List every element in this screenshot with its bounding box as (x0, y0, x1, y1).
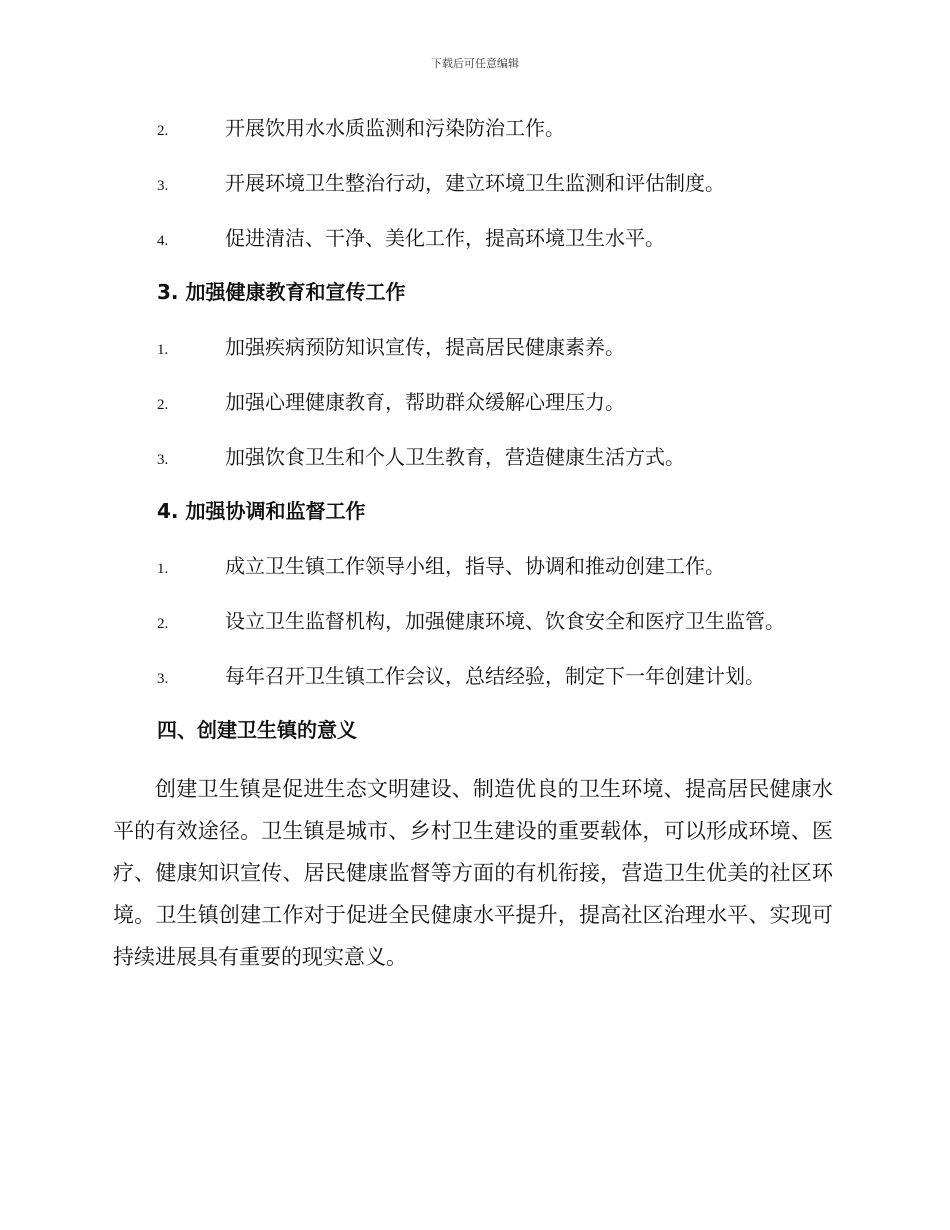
list-item (157, 388, 857, 419)
list-text: 开展环境卫生整治行动，建立环境卫生监测和评估制度。 (225, 171, 725, 195)
list-number: 3. (157, 671, 169, 687)
list-text: 加强心理健康教育，帮助群众缓解心理压力。 (225, 390, 625, 414)
list-number: 2. (157, 123, 169, 139)
list-number: 1. (157, 561, 169, 577)
section-heading: 3. 加强健康教育和宣传工作 (157, 280, 406, 304)
list-item (157, 114, 857, 145)
chapter-heading: 四、创建卫生镇的意义 (157, 718, 357, 742)
list-item (157, 552, 857, 583)
list-number: 3. (157, 452, 169, 468)
list-number: 1. (157, 342, 169, 358)
list-item (157, 169, 857, 200)
list-item (157, 607, 857, 638)
list-item (157, 224, 857, 255)
list-text: 每年召开卫生镇工作会议，总结经验，制定下一年创建计划。 (225, 664, 765, 688)
list-text: 加强疾病预防知识宣传，提高居民健康素养。 (225, 335, 625, 359)
list-item (157, 333, 857, 364)
list-text: 加强饮食卫生和个人卫生教育，营造健康生活方式。 (225, 445, 685, 469)
section-heading: 4. 加强协调和监督工作 (157, 499, 366, 523)
list-text: 设立卫生监督机构，加强健康环境、饮食安全和医疗卫生监管。 (225, 609, 785, 633)
list-number: 3. (157, 178, 169, 194)
list-number: 4. (157, 233, 169, 249)
list-text: 开展饮用水水质监测和污染防治工作。 (225, 116, 565, 140)
list-item (157, 443, 857, 474)
list-number: 2. (157, 397, 169, 413)
list-text: 促进清洁、干净、美化工作，提高环境卫生水平。 (225, 226, 665, 250)
list-item (157, 662, 857, 693)
page-header: 下载后可任意编辑 (431, 57, 519, 70)
list-number: 2. (157, 616, 169, 632)
list-text: 成立卫生镇工作领导小组，指导、协调和推动创建工作。 (225, 554, 725, 578)
body-paragraph: 创建卫生镇是促进生态文明建设、制造优良的卫生环境、提高居民健康水平的有效途径。卫生镇是城市、乡村卫生建设的重要载体，可以形成环境、医疗、健康知识宣传、居民健康监督等方面的有机衔接，营造卫生优美的社区环境。卫生镇创建工作对于促进全民健康水平提升，提高社区治理水平、实现可持续进展具有重要的现实意义。 (113, 777, 833, 969)
